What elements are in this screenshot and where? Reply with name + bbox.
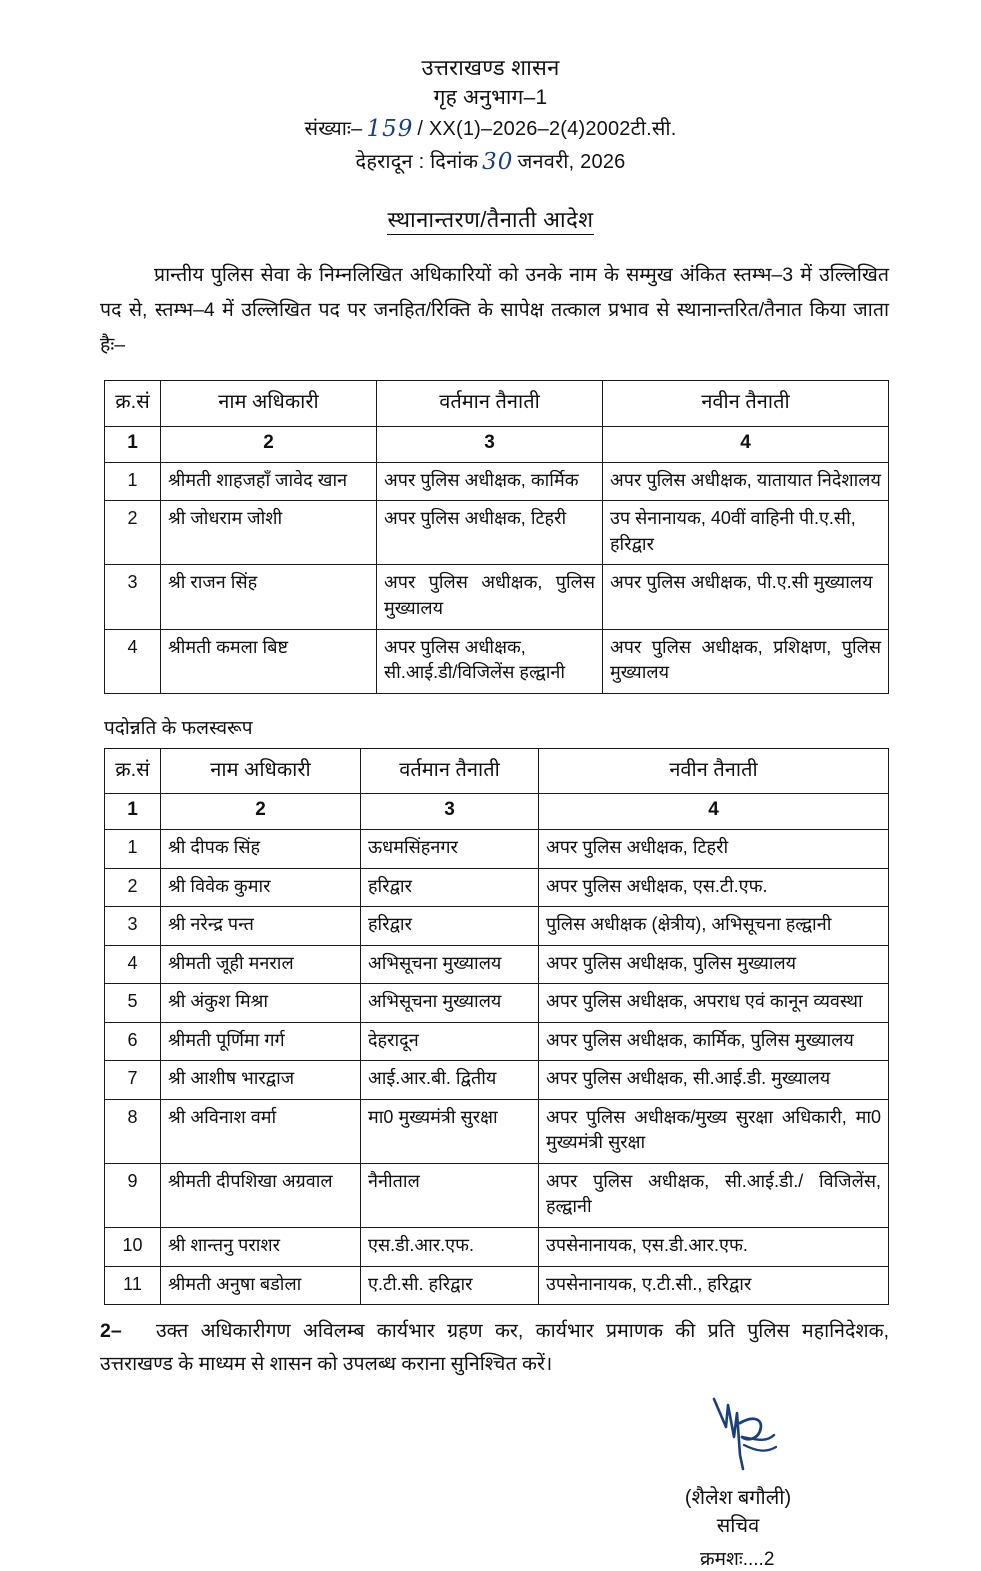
cell-new-posting: अपर पुलिस अधीक्षक, पुलिस मुख्यालय [539, 945, 889, 984]
cell-serial: 5 [105, 984, 161, 1023]
cell-new-posting: अपर पुलिस अधीक्षक, एस.टी.एफ. [539, 868, 889, 907]
cell-current-posting: अपर पुलिस अधीक्षक, पुलिस मुख्यालय [377, 565, 603, 629]
cell-officer-name: श्री जोधराम जोशी [161, 501, 377, 565]
table-row [105, 1022, 889, 1061]
cell-serial: 6 [105, 1022, 161, 1061]
table-row [105, 1163, 889, 1227]
date-label: देहरादून : दिनांक [355, 150, 479, 173]
cell-serial: 2 [105, 501, 161, 565]
cell-serial: 1 [105, 830, 161, 869]
intro-paragraph-text: प्रान्तीय पुलिस सेवा के निम्नलिखित अधिकारियों को उनके नाम के सम्मुख अंकित स्तम्भ–3 में उल्लिखित पद से, स्तम्भ–4 में उल्लिखित पद पर जनहित/रिक्ति के सापेक्ष तत्काल प्रभाव से स्थानान्तरित/तैनात किया जाता हैः– [100, 264, 889, 356]
cell-current-posting: एस.डी.आर.एफ. [361, 1228, 539, 1267]
cell-new-posting: उप सेनानायक, 40वीं वाहिनी पी.ए.सी, हरिद्वार [603, 501, 889, 565]
cell-new-posting: उपसेनानायक, एस.डी.आर.एफ. [539, 1228, 889, 1267]
table-row [105, 1228, 889, 1267]
cell-officer-name: श्री अविनाश वर्मा [161, 1099, 361, 1163]
department-name: गृह अनुभाग–1 [433, 86, 548, 110]
cell-current-posting: अपर पुलिस अधीक्षक, टिहरी [377, 501, 603, 565]
cell-officer-name: श्री शान्तनु पराशर [161, 1228, 361, 1267]
table-row [105, 830, 889, 869]
cell-serial: 8 [105, 1099, 161, 1163]
cell-new-posting: अपर पुलिस अधीक्षक, यातायात निदेशालय [603, 462, 889, 501]
footer-paragraph [100, 1315, 889, 1381]
cell-new-posting: अपर पुलिस अधीक्षक, सी.आई.डी. मुख्यालय [539, 1061, 889, 1100]
cell-current-posting: नैनीताल [361, 1163, 539, 1227]
table-row [105, 907, 889, 946]
cell-current-posting: अभिसूचना मुख्यालय [361, 945, 539, 984]
date-handwritten: 30 [482, 148, 514, 175]
cell-new-posting: अपर पुलिस अधीक्षक, पी.ए.सी मुख्यालय [603, 565, 889, 629]
column-header-current: वर्तमान तैनाती [361, 748, 539, 793]
intro-paragraph [100, 258, 889, 362]
column-number-4: 4 [539, 794, 889, 830]
transfer-table [104, 380, 889, 693]
document-header [0, 0, 981, 234]
cell-current-posting: देहरादून [361, 1022, 539, 1061]
signature-block [0, 1387, 981, 1571]
footer-item-number: 2– [100, 1320, 122, 1343]
cell-officer-name: श्री दीपक सिंह [161, 830, 361, 869]
promotion-table-container [104, 748, 889, 1305]
table-row [105, 945, 889, 984]
cell-officer-name: श्रीमती जूही मनराल [161, 945, 361, 984]
cell-serial: 7 [105, 1061, 161, 1100]
table-row [105, 462, 889, 501]
document-title [0, 204, 981, 234]
table-column-number-row [105, 426, 889, 462]
handwritten-signature-icon [704, 1393, 796, 1479]
cell-new-posting: पुलिस अधीक्षक (क्षेत्रीय), अभिसूचना हल्द्वानी [539, 907, 889, 946]
cell-officer-name: श्रीमती कमला बिष्ट [161, 629, 377, 693]
cell-serial: 2 [105, 868, 161, 907]
cell-current-posting: अपर पुलिस अधीक्षक, कार्मिक [377, 462, 603, 501]
cell-current-posting: आई.आर.बी. द्वितीय [361, 1061, 539, 1100]
cell-serial: 11 [105, 1266, 161, 1305]
cell-officer-name: श्री राजन सिंह [161, 565, 377, 629]
cell-serial: 10 [105, 1228, 161, 1267]
table-row [105, 984, 889, 1023]
table-row [105, 629, 889, 693]
order-number-handwritten: 159 [366, 116, 414, 143]
cell-current-posting: मा0 मुख्यमंत्री सुरक्षा [361, 1099, 539, 1163]
table-row [105, 868, 889, 907]
table-row [105, 1099, 889, 1163]
order-number-line [0, 113, 981, 146]
cell-officer-name: श्री नरेन्द्र पन्त [161, 907, 361, 946]
column-number-1: 1 [105, 426, 161, 462]
table-row [105, 1266, 889, 1305]
column-header-name: नाम अधिकारी [161, 381, 377, 426]
cell-serial: 4 [105, 945, 161, 984]
cell-officer-name: श्रीमती अनुषा बडोला [161, 1266, 361, 1305]
cell-officer-name: श्री विवेक कुमार [161, 868, 361, 907]
page-continued-label: क्रमशः....2 [700, 1549, 775, 1571]
cell-new-posting: उपसेनानायक, ए.टी.सी., हरिद्वार [539, 1266, 889, 1305]
cell-new-posting: अपर पुलिस अधीक्षक, सी.आई.डी./ विजिलेंस, हल्द्वानी [539, 1163, 889, 1227]
cell-officer-name: श्रीमती दीपशिखा अग्रवाल [161, 1163, 361, 1227]
cell-serial: 3 [105, 565, 161, 629]
column-number-3: 3 [377, 426, 603, 462]
promotion-section-label: पदोन्नति के फलस्वरूप [104, 717, 253, 739]
column-number-3: 3 [361, 794, 539, 830]
cell-current-posting: ऊधमसिंहनगर [361, 830, 539, 869]
footer-paragraph-text: उक्त अधिकारीगण अविलम्ब कार्यभार ग्रहण कर, कार्यभार प्रमाणक की प्रति पुलिस महानिदेशक, उत्तराखण्ड के माध्यम से शासन को उपलब्ध कराना सुनिश्चित करें। [100, 1320, 889, 1376]
table-row [105, 1061, 889, 1100]
government-name: उत्तराखण्ड शासन [421, 55, 560, 80]
cell-current-posting: अभिसूचना मुख्यालय [361, 984, 539, 1023]
cell-new-posting: अपर पुलिस अधीक्षक, टिहरी [539, 830, 889, 869]
cell-officer-name: श्री आशीष भारद्वाज [161, 1061, 361, 1100]
table-row [105, 501, 889, 565]
column-number-2: 2 [161, 794, 361, 830]
table-header-row [105, 748, 889, 793]
cell-new-posting: अपर पुलिस अधीक्षक, कार्मिक, पुलिस मुख्यालय [539, 1022, 889, 1061]
order-number-label: संख्याः– [304, 118, 363, 141]
document-title-text: स्थानान्तरण/तैनाती आदेश [387, 207, 593, 235]
cell-new-posting: अपर पुलिस अधीक्षक, अपराध एवं कानून व्यवस्था [539, 984, 889, 1023]
column-number-1: 1 [105, 794, 161, 830]
cell-new-posting: अपर पुलिस अधीक्षक, प्रशिक्षण, पुलिस मुख्यालय [603, 629, 889, 693]
table-header-row [105, 381, 889, 426]
promotion-table-body [105, 830, 889, 1305]
column-header-serial: क्र.सं [105, 381, 161, 426]
column-number-2: 2 [161, 426, 377, 462]
cell-current-posting: हरिद्वार [361, 868, 539, 907]
cell-new-posting: अपर पुलिस अधीक्षक/मुख्य सुरक्षा अधिकारी, मा0 मुख्यमंत्री सुरक्षा [539, 1099, 889, 1163]
cell-serial: 3 [105, 907, 161, 946]
table-row [105, 565, 889, 629]
column-header-serial: क्र.सं [105, 748, 161, 793]
transfer-table-container [104, 380, 889, 693]
table-column-number-row [105, 794, 889, 830]
promotion-table [104, 748, 889, 1305]
cell-current-posting: हरिद्वार [361, 907, 539, 946]
column-header-new: नवीन तैनाती [539, 748, 889, 793]
cell-serial: 9 [105, 1163, 161, 1227]
cell-officer-name: श्रीमती शाहजहाँ जावेद खान [161, 462, 377, 501]
order-number-rest: / XX(1)–2026–2(4)2002टी.सी. [417, 118, 677, 141]
cell-officer-name: श्री अंकुश मिश्रा [161, 984, 361, 1023]
column-header-current: वर्तमान तैनाती [377, 381, 603, 426]
cell-serial: 1 [105, 462, 161, 501]
column-number-4: 4 [603, 426, 889, 462]
date-rest: जनवरी, 2026 [517, 150, 626, 173]
cell-serial: 4 [105, 629, 161, 693]
signatory-name: (शैलेश बगौली) [684, 1487, 792, 1510]
cell-officer-name: श्रीमती पूर्णिमा गर्ग [161, 1022, 361, 1061]
date-line [0, 146, 981, 179]
cell-current-posting: अपर पुलिस अधीक्षक, सी.आई.डी/विजिलेंस हल्द्वानी [377, 629, 603, 693]
cell-current-posting: ए.टी.सी. हरिद्वार [361, 1266, 539, 1305]
signatory-designation: सचिव [716, 1515, 760, 1538]
column-header-new: नवीन तैनाती [603, 381, 889, 426]
transfer-table-body [105, 462, 889, 693]
column-header-name: नाम अधिकारी [161, 748, 361, 793]
